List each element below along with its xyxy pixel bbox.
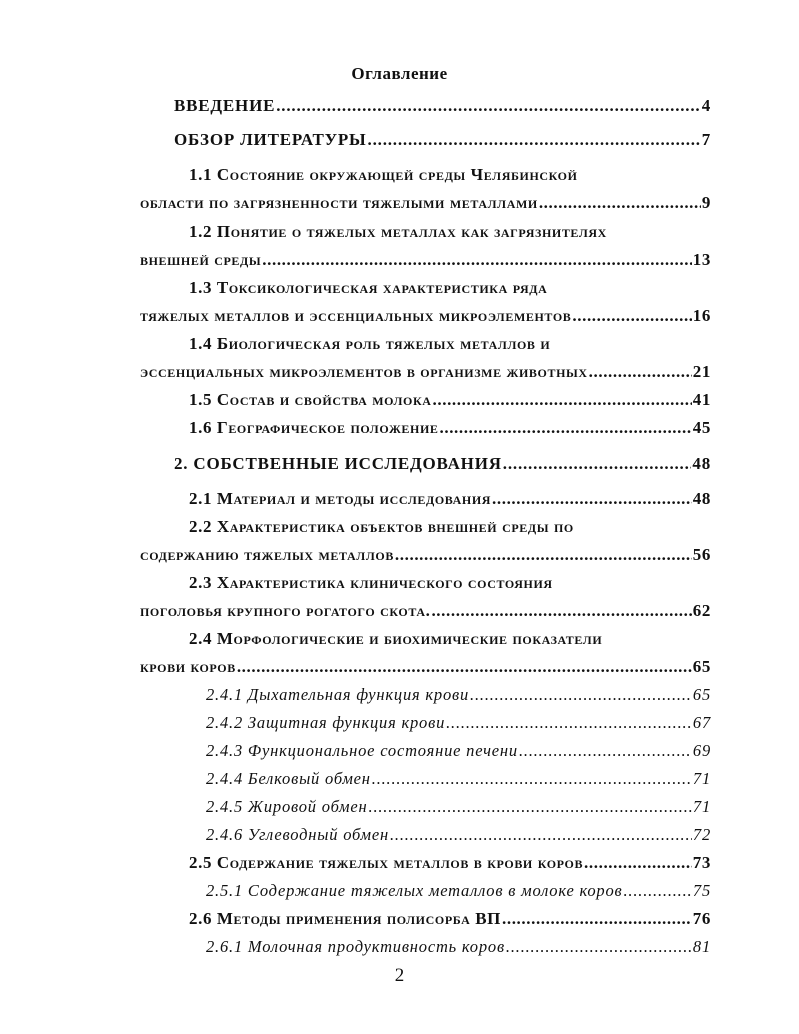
leader-dots [492, 489, 692, 509]
toc-entry-1-4-line1: 1.4 Биологическая роль тяжелых металлов и [189, 334, 551, 353]
toc-page: 81 [692, 937, 711, 956]
toc-label: 2.4.2 Защитная функция крови [206, 713, 446, 732]
toc-page: 65 [692, 685, 711, 704]
leader-dots [440, 418, 692, 438]
leader-dots [262, 250, 692, 270]
leader-dots [624, 881, 692, 901]
toc-label: 2.5.1 Содержание тяжелых металлов в молоке коров [206, 881, 623, 900]
toc-entry-1-6[interactable] [189, 418, 711, 438]
leader-dots [446, 713, 692, 733]
toc-page: 71 [692, 769, 711, 788]
toc-page: 48 [692, 454, 711, 473]
toc-entry-2-4-line1: 2.4 Морфологические и биохимические показатели [189, 629, 603, 648]
toc-entry-2-4-5[interactable] [206, 797, 711, 817]
toc-label: тяжелых металлов и эссенциальных микроэлементов [140, 306, 572, 325]
toc-entry-2-3[interactable] [140, 601, 711, 621]
toc-page: 4 [701, 96, 711, 115]
toc-entry-2-1[interactable] [189, 489, 711, 509]
toc-label: 2.5 Содержание тяжелых металлов в крови коров [189, 853, 584, 872]
leader-dots [470, 685, 692, 705]
toc-label: крови коров [140, 657, 236, 676]
toc-entry-2-6[interactable] [189, 909, 711, 929]
toc-label: 2.4.5 Жировой обмен [206, 797, 368, 816]
toc-page: 56 [692, 545, 711, 564]
toc-label: 2.1 Материал и методы исследования [189, 489, 492, 508]
toc-label: 1.6 Географическое положение [189, 418, 439, 437]
toc-entry-1-3-line1: 1.3 Токсикологическая характеристика ряда [189, 278, 548, 297]
page-title: Оглавление [351, 64, 448, 83]
toc-page: 76 [692, 909, 711, 928]
toc-label: ОБЗОР ЛИТЕРАТУРЫ [174, 130, 367, 149]
toc-label: 2.4.3 Функциональное состояние печени [206, 741, 518, 760]
toc-entry-1-1-line1: 1.1 Состояние окружающей среды Челябинской [189, 165, 578, 184]
toc-entry-introduction[interactable] [174, 96, 711, 116]
toc-page: 71 [692, 797, 711, 816]
toc-page: 13 [692, 250, 711, 269]
toc-label: 2.4.6 Углеводный обмен [206, 825, 389, 844]
toc-entry-1-2-line1: 1.2 Понятие о тяжелых металлах как загрязнителях [189, 222, 607, 241]
toc-entry-own-research[interactable] [174, 454, 711, 474]
toc-page: 65 [692, 657, 711, 676]
leader-dots [390, 825, 692, 845]
toc-entry-2-5[interactable] [189, 853, 711, 873]
toc-page: 72 [692, 825, 711, 844]
toc-entry-1-3[interactable] [140, 306, 711, 326]
toc-label: эссенциальных микроэлементов в организме животных [140, 362, 588, 381]
leader-dots [584, 853, 692, 873]
toc-entry-2-5-1[interactable] [206, 881, 711, 901]
toc-page: 21 [692, 362, 711, 381]
leader-dots [431, 601, 691, 621]
toc-entry-2-3-line1: 2.3 Характеристика клинического состояния [189, 573, 553, 592]
leader-dots [372, 769, 692, 789]
toc-page: 9 [701, 193, 711, 212]
toc-label: содержанию тяжелых металлов [140, 545, 394, 564]
toc-entry-2-4-4[interactable] [206, 769, 711, 789]
toc-entry-2-6-1[interactable] [206, 937, 711, 957]
toc-label: 2.6 Методы применения полисорба ВП [189, 909, 501, 928]
leader-dots [276, 96, 700, 116]
leader-dots [572, 306, 691, 326]
toc-entry-1-4[interactable] [140, 362, 711, 382]
toc-page: 62 [692, 601, 711, 620]
toc-entry-2-4-1[interactable] [206, 685, 711, 705]
toc-page: 69 [692, 741, 711, 760]
toc-entry-2-4[interactable] [140, 657, 711, 677]
toc-label: области по загрязненности тяжелыми металлами [140, 193, 538, 212]
toc-label: 2.4.1 Дыхательная функция крови [206, 685, 470, 704]
toc-page: 73 [692, 853, 711, 872]
leader-dots [503, 454, 692, 474]
toc-page: 45 [692, 418, 711, 437]
toc-label: 2. СОБСТВЕННЫЕ ИССЛЕДОВАНИЯ [174, 454, 502, 473]
toc-page: 7 [701, 130, 711, 149]
toc-page: 48 [692, 489, 711, 508]
toc-label: внешней среды [140, 250, 262, 269]
toc-page: 41 [692, 390, 711, 409]
toc-label: 1.5 Состав и свойства молока [189, 390, 432, 409]
page-number: 2 [394, 965, 405, 986]
toc-label: поголовья крупного рогатого скота. [140, 601, 431, 620]
leader-dots [519, 741, 692, 761]
toc-entry-1-5[interactable] [189, 390, 711, 410]
toc-entry-literature-review[interactable] [174, 130, 711, 150]
leader-dots [506, 937, 692, 957]
toc-page: 16 [692, 306, 711, 325]
toc-entry-2-4-6[interactable] [206, 825, 711, 845]
toc-entry-1-2[interactable] [140, 250, 711, 270]
toc-page: 67 [692, 713, 711, 732]
toc-entry-2-2[interactable] [140, 545, 711, 565]
toc-entry-1-1[interactable] [140, 193, 711, 213]
leader-dots [589, 362, 692, 382]
toc-label: 2.6.1 Молочная продуктивность коров [206, 937, 505, 956]
leader-dots [395, 545, 692, 565]
toc-entry-2-2-line1: 2.2 Характеристика объектов внешней среды по [189, 517, 574, 536]
toc-label: 2.4.4 Белковый обмен [206, 769, 371, 788]
leader-dots [237, 657, 692, 677]
leader-dots [539, 193, 701, 213]
toc-page: 75 [692, 881, 711, 900]
leader-dots [433, 390, 692, 410]
leader-dots [369, 797, 692, 817]
toc-entry-2-4-3[interactable] [206, 741, 711, 761]
leader-dots [368, 130, 701, 150]
toc-label: ВВЕДЕНИЕ [174, 96, 276, 115]
leader-dots [502, 909, 692, 929]
toc-entry-2-4-2[interactable] [206, 713, 711, 733]
